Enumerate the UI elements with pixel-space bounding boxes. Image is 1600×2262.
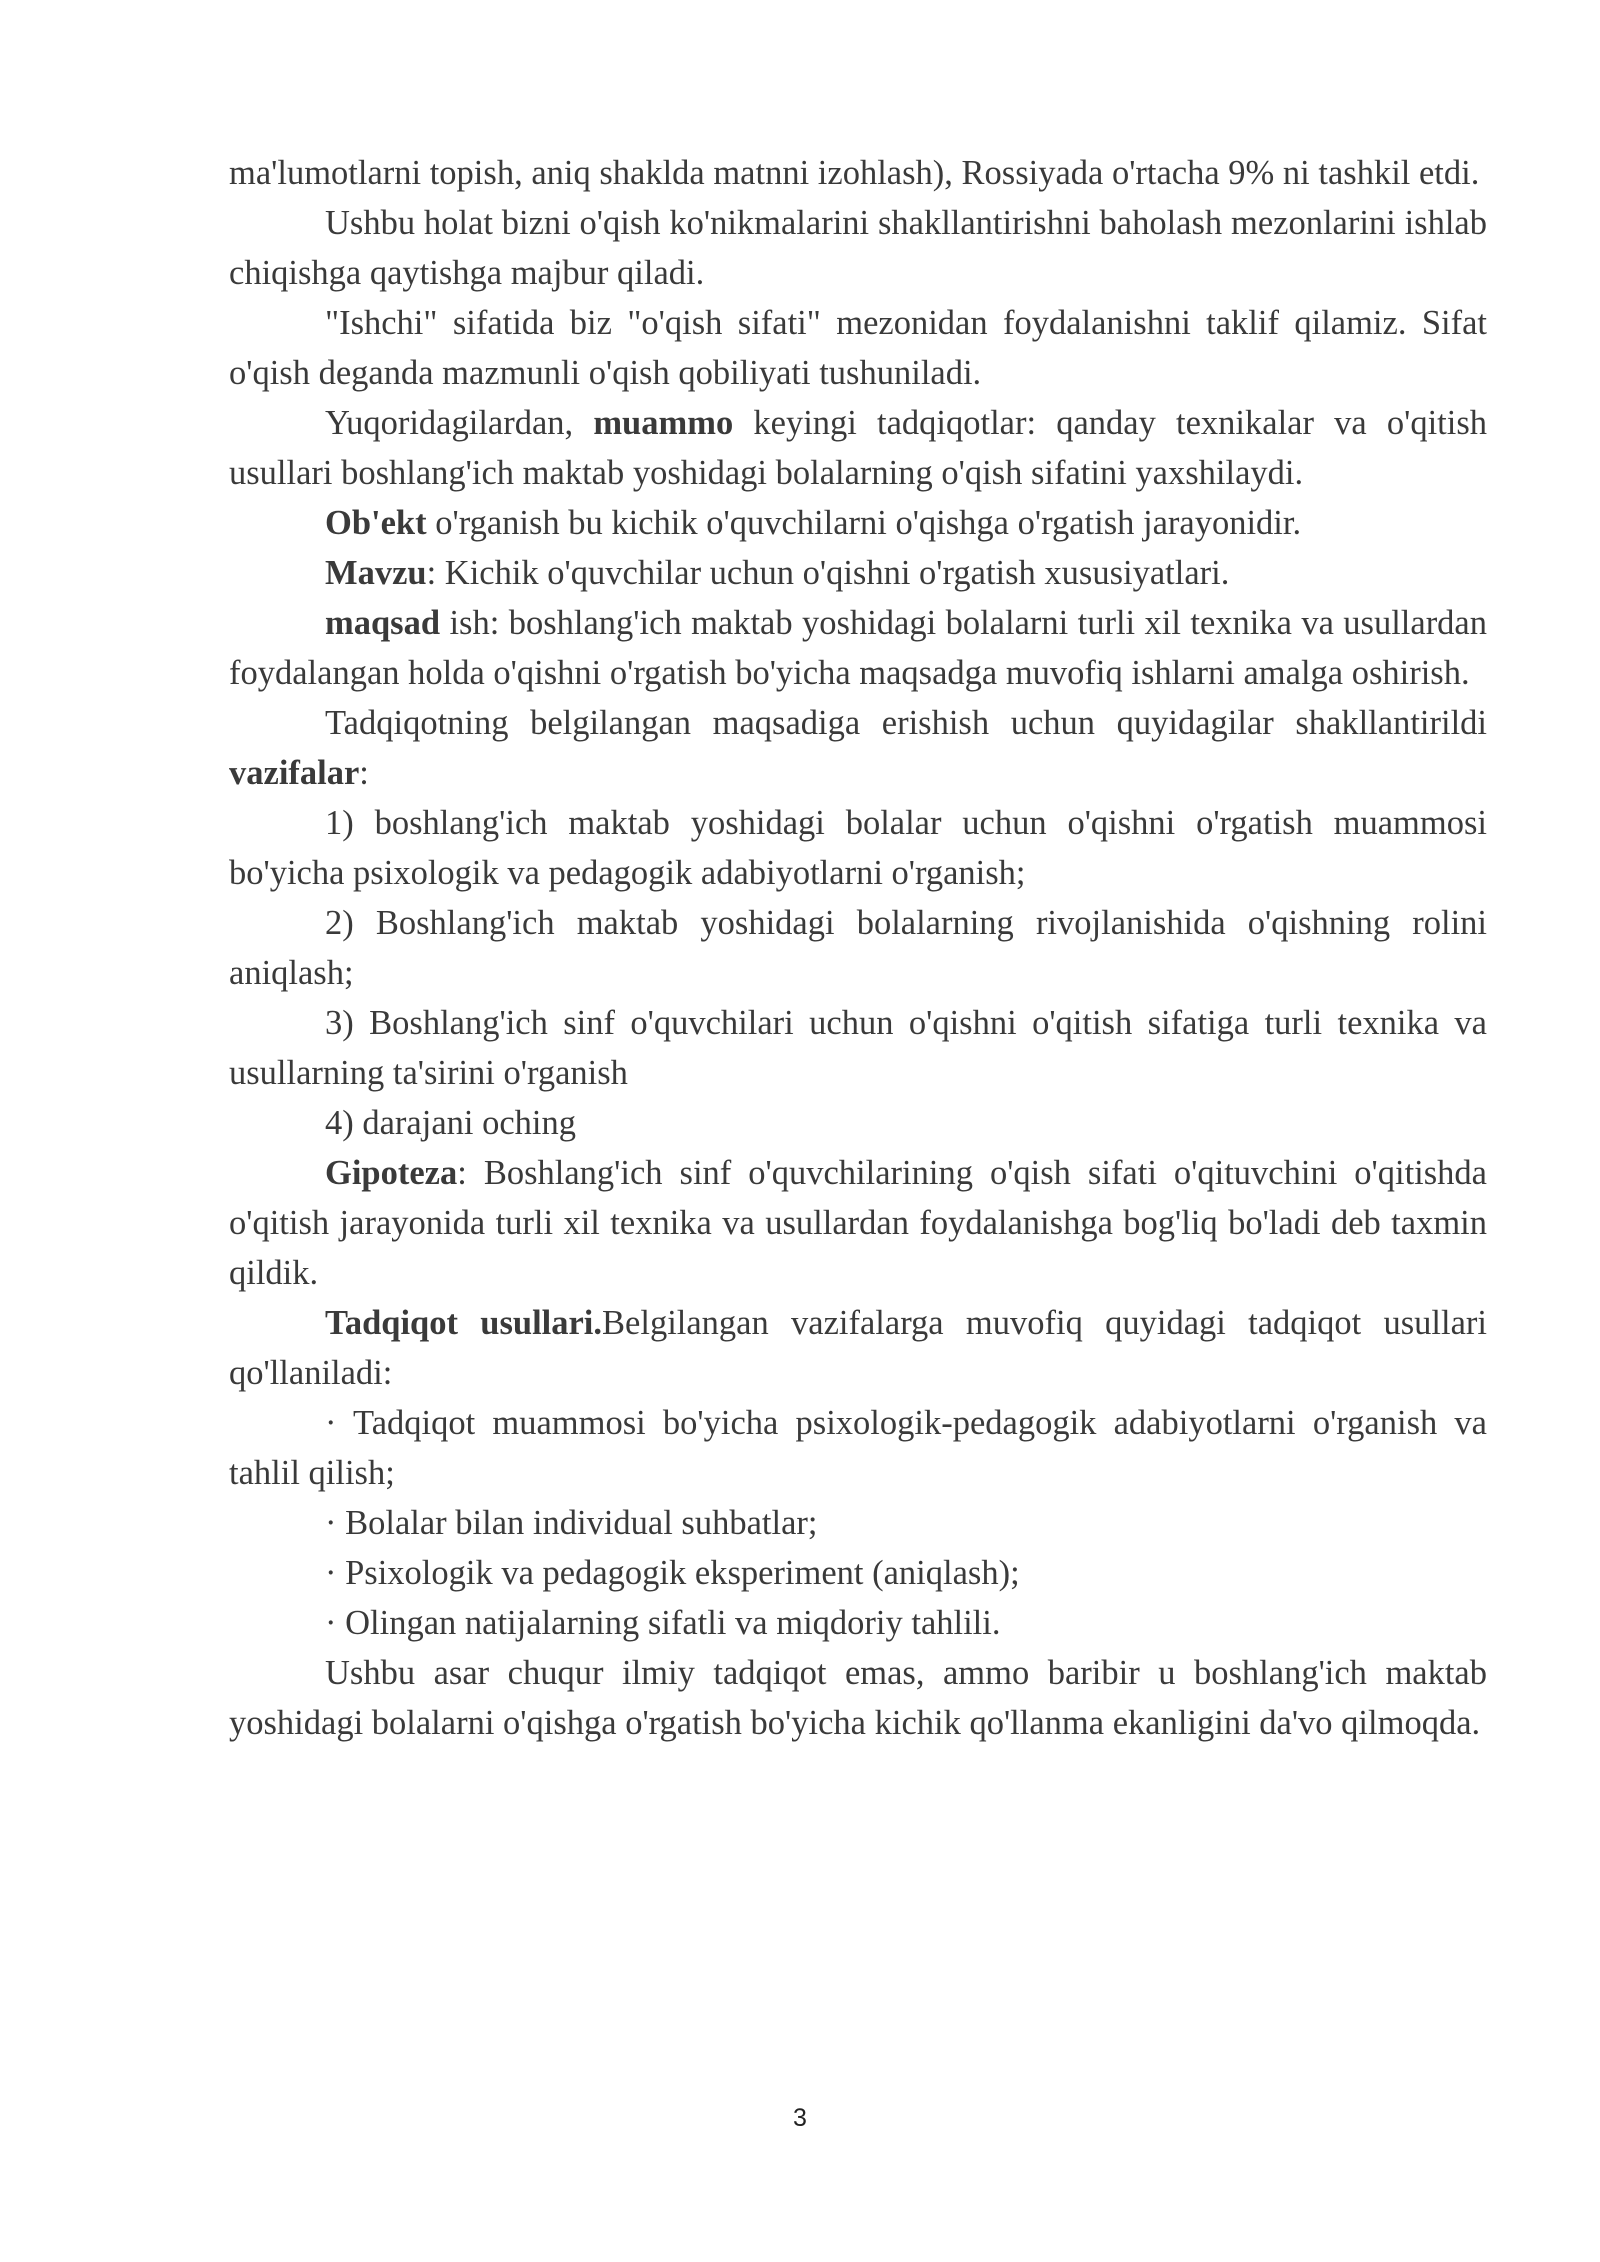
paragraph-subject xyxy=(229,548,1487,598)
method-item-1: · Tadqiqot muammosi bo'yicha psixologik-pedagogik adabiyotlarni o'rganish va tahlil qilish; xyxy=(229,1404,1487,1492)
paragraph-reading-quality: "Ishchi" sifatida biz "o'qish sifati" mezonidan foydalanishni taklif qilamiz. Sifat o'qish deganda mazmunli o'qish qobiliyati tushuniladi. xyxy=(229,304,1487,392)
paragraph-tasks-colon: : xyxy=(359,754,369,792)
method-item-2: · Bolalar bilan individual suhbatlar; xyxy=(325,1504,818,1542)
document-page-body xyxy=(229,148,1487,1748)
paragraph-hypothesis xyxy=(229,1148,1487,1298)
term-hypothesis: Gipoteza xyxy=(325,1154,458,1192)
paragraph-evaluation-criteria: Ushbu holat bizni o'qish ko'nikmalarini shakllantirishni baholash mezonlarini ishlab chiqishga qaytishga majbur qiladi. xyxy=(229,204,1487,292)
paragraph-tasks-intro xyxy=(229,698,1487,798)
task-item-4: 4) darajani oching xyxy=(325,1104,576,1142)
task-item-1: 1) boshlang'ich maktab yoshidagi bolalar uchun o'qishni o'rgatish muammosi bo'yicha psixologik va pedagogik adabiyotlarni o'rganish; xyxy=(229,804,1487,892)
page-number: 3 xyxy=(793,2104,807,2132)
paragraph-object xyxy=(229,498,1487,548)
term-problem: muammo xyxy=(593,404,734,442)
paragraph-tasks-intro-text: Tadqiqotning belgilangan maqsadiga erishish uchun quyidagilar shakllantirildi xyxy=(325,704,1487,742)
paragraph-problem-intro: Yuqoridagilardan, xyxy=(325,404,594,442)
term-subject: Mavzu xyxy=(325,554,427,592)
paragraph-hypothesis-text: : Boshlang'ich sinf o'quvchilarining o'qish sifati o'qituvchini o'qitishda o'qitish jarayonida turli xil texnika va usullardan foydalanishga bog'liq bo'ladi deb taxmin qildik. xyxy=(229,1154,1487,1292)
term-methods: Tadqiqot usullari. xyxy=(325,1304,603,1342)
term-object: Ob'ekt xyxy=(325,504,427,542)
paragraph-problem xyxy=(229,398,1487,498)
paragraph-object-text: o'rganish bu kichik o'quvchilarni o'qishga o'rgatish jarayonidir. xyxy=(426,504,1302,542)
method-item-4: · Olingan natijalarning sifatli va miqdoriy tahlili. xyxy=(325,1604,1001,1642)
paragraph-goal-text: ish: boshlang'ich maktab yoshidagi bolalarni turli xil texnika va usullardan foydalangan holda o'qishni o'rgatish bo'yicha maqsadga muvofiq ishlarni amalga oshirish. xyxy=(229,604,1487,692)
paragraph-methods-text: Belgilangan vazifalarga muvofiq quyidagi tadqiqot usullari qo'llaniladi: xyxy=(229,1304,1487,1392)
paragraph-conclusion: Ushbu asar chuqur ilmiy tadqiqot emas, ammo baribir u boshlang'ich maktab yoshidagi bolalarni o'qishga o'rgatish bo'yicha kichik qo'llanma ekanligini da'vo qilmoqda. xyxy=(229,1654,1487,1742)
paragraph-continuation: ma'lumotlarni topish, aniq shaklda matnni izohlash), Rossiyada o'rtacha 9% ni tashkil etdi. xyxy=(229,154,1480,192)
term-tasks: vazifalar xyxy=(229,754,360,792)
task-item-2: 2) Boshlang'ich maktab yoshidagi bolalarning rivojlanishida o'qishning rolini aniqlash; xyxy=(229,904,1487,992)
paragraph-problem-text: keyingi tadqiqotlar: qanday texnikalar va o'qitish usullari boshlang'ich maktab yoshidagi bolalarning o'qish sifatini yaxshilaydi. xyxy=(229,404,1488,492)
term-goal: maqsad xyxy=(325,604,441,642)
paragraph-subject-text: : Kichik o'quvchilar uchun o'qishni o'rgatish xususiyatlari. xyxy=(426,554,1230,592)
task-item-3: 3) Boshlang'ich sinf o'quvchilari uchun o'qishni o'qitish sifatiga turli texnika va usullarning ta'sirini o'rganish xyxy=(229,1004,1487,1092)
paragraph-goal xyxy=(229,598,1487,698)
method-item-3: · Psixologik va pedagogik eksperiment (aniqlash); xyxy=(325,1554,1020,1592)
paragraph-methods xyxy=(229,1298,1487,1398)
